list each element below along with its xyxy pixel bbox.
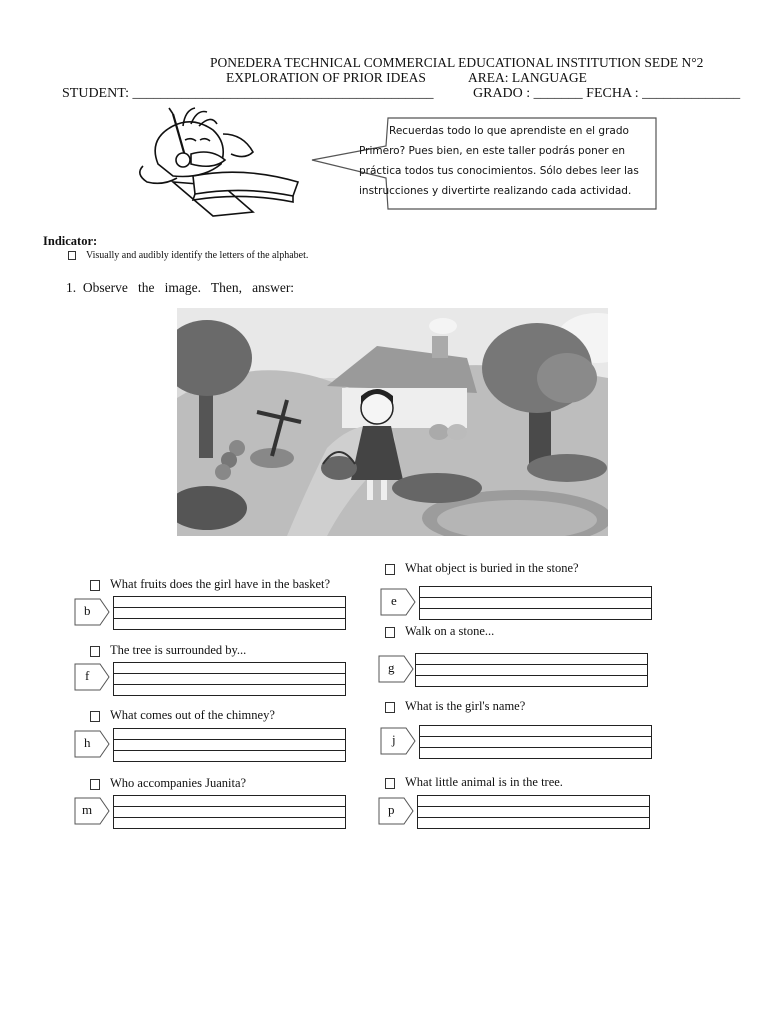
- letter-tag-e: e: [391, 593, 397, 608]
- area-label: AREA: LANGUAGE: [468, 70, 587, 85]
- scene-illustration-image: [177, 308, 608, 536]
- letter-tag-shape: [74, 598, 110, 626]
- letter-tag-shape: [74, 663, 110, 691]
- speech-bubble-text: [359, 121, 655, 201]
- question-text: What is the girl's name?: [405, 699, 526, 713]
- answer-lines-j[interactable]: [419, 725, 652, 759]
- letter-tag-j: j: [392, 732, 396, 747]
- checkbox-bullet-icon: [90, 646, 100, 657]
- answer-lines-b[interactable]: [113, 596, 346, 630]
- instruction-text: Observe the image. Then, answer:: [82, 280, 295, 295]
- question-text: What little animal is in the tree.: [405, 775, 563, 789]
- instruction-number: 1.: [66, 280, 77, 295]
- student-field: STUDENT: ___________________________________________: [62, 86, 434, 101]
- question-j: [385, 699, 525, 714]
- bubble-line: instrucciones y divertirte realizando cada actividad.: [359, 185, 632, 197]
- question-p: [385, 775, 563, 790]
- bubble-line: Primero? Pues bien, en este taller podrás poner en: [359, 145, 626, 157]
- answer-lines-f[interactable]: [113, 662, 346, 696]
- question-text: Walk on a stone...: [405, 624, 495, 638]
- letter-tag-g: g: [388, 660, 395, 675]
- checkbox-bullet-icon: [385, 702, 395, 713]
- checkbox-bullet-icon: [385, 778, 395, 789]
- question-m: [90, 776, 246, 791]
- checkbox-bullet-icon: [90, 711, 100, 722]
- question-text: The tree is surrounded by...: [110, 643, 247, 657]
- letter-tag-shape: [380, 588, 416, 616]
- answer-lines-p[interactable]: [417, 795, 650, 829]
- answer-lines-e[interactable]: [419, 586, 652, 620]
- answer-lines-m[interactable]: [113, 795, 346, 829]
- instruction: [66, 280, 294, 296]
- question-text: Who accompanies Juanita?: [110, 776, 247, 790]
- letter-tag-p: p: [388, 802, 395, 817]
- answer-lines-g[interactable]: [415, 653, 648, 687]
- question-text: What object is buried in the stone?: [405, 561, 579, 575]
- question-h: [90, 708, 275, 723]
- indicator-item: [68, 250, 308, 261]
- letter-tag-b: b: [84, 603, 91, 618]
- question-text: What comes out of the chimney?: [110, 708, 275, 722]
- question-text: What fruits does the girl have in the basket?: [110, 577, 331, 591]
- question-e: [385, 561, 579, 576]
- question-f: [90, 643, 246, 658]
- letter-tag-m: m: [82, 802, 93, 817]
- question-g: [385, 624, 494, 639]
- letter-tag-f: f: [85, 668, 90, 683]
- letter-tag-shape: [378, 797, 414, 825]
- letter-tag-shape: [380, 727, 416, 755]
- answer-lines-h[interactable]: [113, 728, 346, 762]
- indicator-text: Visually and audibly identify the letters of the alphabet.: [86, 250, 309, 261]
- activity-title: EXPLORATION OF PRIOR IDEAS: [226, 70, 426, 85]
- checkbox-bullet-icon: [90, 779, 100, 790]
- bubble-line: práctica todos tus conocimientos. Sólo debes leer las: [359, 165, 639, 177]
- letter-tag-shape: [378, 655, 414, 683]
- indicator-title: Indicator:: [43, 234, 98, 248]
- letter-tag-shape: [74, 730, 110, 758]
- school-name: PONEDERA TECHNICAL COMMERCIAL EDUCATIONAL INSTITUTION SEDE N°2: [210, 55, 704, 70]
- checkbox-bullet-icon: [385, 564, 395, 575]
- bubble-line: Recuerdas todo lo que aprendiste en el grado: [389, 125, 629, 137]
- checkbox-bullet-icon: [385, 627, 395, 638]
- cartoon-duck-studying-image: [133, 104, 303, 222]
- checkbox-bullet-icon: [90, 580, 100, 591]
- grado-fecha-field: GRADO : _______ FECHA : ______________: [473, 86, 741, 101]
- question-b: [90, 577, 330, 592]
- letter-tag-h: h: [84, 735, 91, 750]
- checkbox-bullet-icon: [68, 251, 76, 260]
